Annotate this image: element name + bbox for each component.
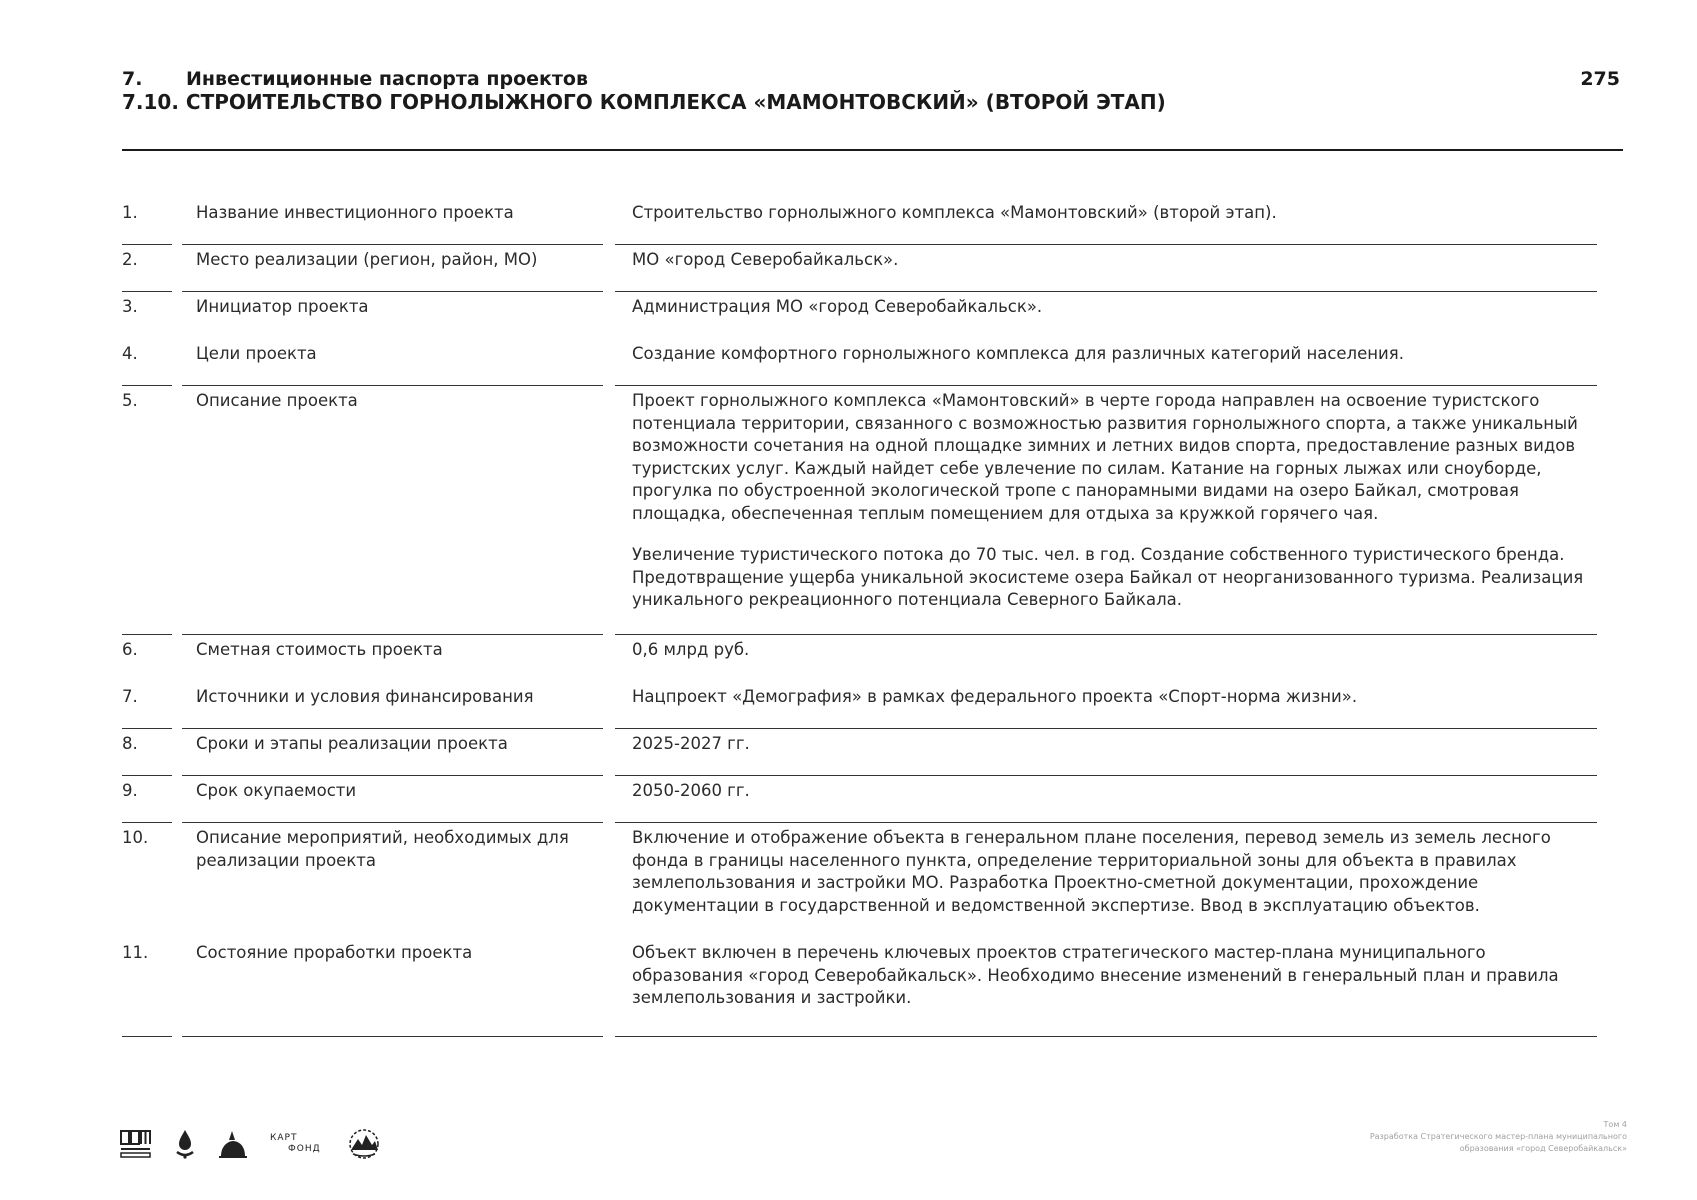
section-number: 7.: [122, 68, 143, 90]
value-paragraph: Включение и отображение объекта в генеральном плане поселения, перевод земель из земель лесного фонда в границы населенного пункта, определение территориальной зоны для объекта в правилах землепользования и застройки МО. Разработка Проектно-сметной документации, прохождение документации в государственной и ведомственной экспертизе. Ввод в эксплуатацию объектов.: [632, 828, 1551, 915]
row-number: 7.: [122, 682, 172, 729]
table-row: [122, 198, 1597, 245]
table-row: [122, 938, 1597, 1037]
section-title: Инвестиционные паспорта проектов: [186, 68, 589, 90]
row-value: [615, 823, 1597, 938]
row-label: Место реализации (регион, район, МО): [182, 245, 603, 292]
page-number: 275: [1580, 68, 1620, 90]
value-paragraph: Строительство горнолыжного комплекса «Мамонтовский» (второй этап).: [632, 203, 1277, 222]
value-paragraph: Объект включен в перечень ключевых проектов стратегического мастер-плана муниципального образования «город Северобайкальск». Необходимо внесение изменений в генеральный план и правила землепользования и застройки.: [632, 943, 1559, 1007]
value-paragraph: Проект горнолыжного комплекса «Мамонтовский» в черте города направлен на освоение туристского потенциала территории, связанного с возможностью развития горнолыжного спорта, а также уникальный возможности сочетания на одной площадке зимних и летних видов спорта, предоставление разных видов туристских услуг. Каждый найдет себе увлечение по силам. Катание на горных лыжах или сноуборде, прогулка по обустроенной экологической тропе с панорамными видами на озеро Байкал, смотровая площадка, обеспеченная теплым помещением для отдыха за кружкой горячего чая.: [632, 391, 1578, 523]
drop-figure-logo-icon: [174, 1128, 196, 1160]
row-number: 8.: [122, 729, 172, 776]
credit-line: Разработка Стратегического мастер-плана муниципального: [1369, 1132, 1627, 1141]
row-value: [615, 682, 1597, 729]
row-label: Инициатор проекта: [196, 297, 369, 316]
row-label: Сроки и этапы реализации проекта: [182, 729, 603, 776]
value-paragraph: МО «город Северобайкальск».: [632, 250, 899, 269]
value-paragraph: 2025-2027 гг.: [632, 734, 750, 753]
header-divider: [122, 149, 1623, 151]
kart-fond-bottom: ФОНД: [288, 1144, 321, 1154]
credit-line: Том 4: [1603, 1120, 1627, 1129]
row-label: Срок окупаемости: [182, 776, 603, 823]
baikal-mountains-logo-icon: [347, 1128, 381, 1160]
row-label: Название инвестиционного проекта: [182, 198, 603, 245]
table-row: [122, 823, 1597, 938]
table-row: [122, 729, 1597, 776]
row-label: Цели проекта: [182, 339, 603, 386]
row-number: 1.: [122, 198, 172, 245]
row-label: Источники и условия финансирования: [182, 682, 603, 729]
table-row: [122, 292, 1597, 339]
row-number: 9.: [122, 776, 172, 823]
row-value: [615, 198, 1597, 245]
row-number: 3.: [122, 297, 138, 316]
row-value: [615, 292, 1597, 339]
row-label: Описание проекта: [182, 386, 603, 635]
row-value: [615, 386, 1597, 635]
passport-table: [122, 198, 1597, 1037]
table-row: [122, 386, 1597, 635]
odm-logo-icon: [120, 1129, 152, 1159]
row-label: Описание мероприятий, необходимых для реализации проекта: [196, 828, 569, 870]
table-row: [122, 635, 1597, 682]
kart-fond-logo: [270, 1133, 321, 1155]
value-paragraph: 2050-2060 гг.: [632, 781, 750, 800]
row-number: 4.: [122, 339, 172, 386]
row-number: 11.: [122, 938, 172, 1037]
table-row: [122, 339, 1597, 386]
kart-fond-top: КАРТ: [270, 1133, 298, 1143]
table-row: [122, 776, 1597, 823]
row-number: 6.: [122, 640, 138, 659]
row-value: [615, 635, 1597, 682]
row-number: 10.: [122, 828, 149, 847]
row-value: [615, 776, 1597, 823]
footer-credits: [1207, 1119, 1627, 1155]
partner-logos: [120, 1128, 403, 1160]
seal-figure-logo-icon: [218, 1128, 248, 1160]
row-value: [615, 938, 1597, 1037]
row-number: 2.: [122, 245, 172, 292]
row-value: [615, 729, 1597, 776]
value-paragraph: Нацпроект «Демография» в рамках федерального проекта «Спорт-норма жизни».: [632, 687, 1358, 706]
row-label: Сметная стоимость проекта: [196, 640, 443, 659]
credit-line: образования «город Северобайкальск»: [1459, 1144, 1627, 1153]
value-paragraph: 0,6 млрд руб.: [632, 640, 750, 659]
row-value: [615, 245, 1597, 292]
row-value: [615, 339, 1597, 386]
section-heading: [122, 68, 588, 90]
row-label: Состояние проработки проекта: [182, 938, 603, 1037]
table-row: [122, 245, 1597, 292]
table-row: [122, 682, 1597, 729]
value-paragraph: Создание комфортного горнолыжного комплекса для различных категорий населения.: [632, 344, 1404, 363]
row-number: 5.: [122, 386, 172, 635]
value-paragraph: Увеличение туристического потока до 70 тыс. чел. в год. Создание собственного туристического бренда. Предотвращение ущерба уникальной экосистеме озера Байкал от неорганизованного туризма. Реализация уникального рекреационного потенциала Северного Байкала.: [632, 545, 1584, 609]
value-paragraph: Администрация МО «город Северобайкальск».: [632, 297, 1043, 316]
page-title: 7.10. СТРОИТЕЛЬСТВО ГОРНОЛЫЖНОГО КОМПЛЕКСА «МАМОНТОВСКИЙ» (ВТОРОЙ ЭТАП): [122, 90, 1166, 114]
